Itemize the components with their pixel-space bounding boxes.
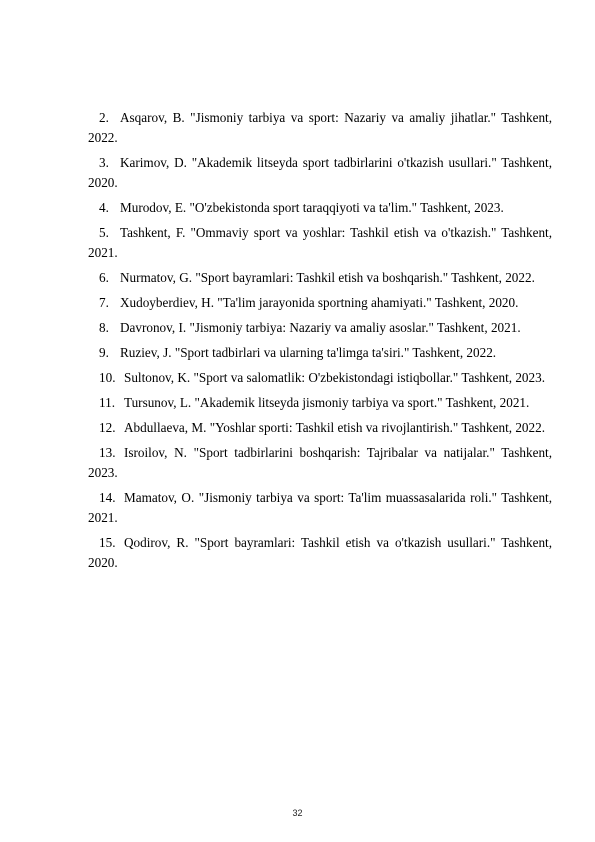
reference-number: 2. — [99, 110, 109, 125]
reference-number: 15. — [99, 535, 116, 550]
reference-number: 10. — [99, 370, 116, 385]
reference-number: 9. — [99, 345, 109, 360]
reference-number: 14. — [99, 490, 116, 505]
reference-item — [88, 108, 552, 148]
reference-item — [88, 343, 552, 363]
reference-item — [88, 198, 552, 218]
reference-text: Qodirov, R. "Sport bayramlari: Tashkil etish va o'tkazish usullari." Tashkent, 2020. — [88, 535, 552, 570]
reference-text: Tashkent, F. "Ommaviy sport va yoshlar: Tashkil etish va o'tkazish." Tashkent, 2021. — [88, 225, 552, 260]
reference-list — [88, 108, 552, 578]
reference-number: 6. — [99, 270, 109, 285]
reference-number: 3. — [99, 155, 109, 170]
reference-text: Murodov, E. "O'zbekistonda sport taraqqiyoti va ta'lim." Tashkent, 2023. — [120, 200, 504, 215]
reference-text: Karimov, D. "Akademik litseyda sport tadbirlarini o'tkazish usullari." Tashkent, 2020. — [88, 155, 552, 190]
reference-item — [88, 418, 552, 438]
reference-item — [88, 318, 552, 338]
reference-item — [88, 368, 552, 388]
reference-number: 13. — [99, 445, 116, 460]
reference-number: 4. — [99, 200, 109, 215]
reference-number: 5. — [99, 225, 109, 240]
reference-number: 11. — [99, 395, 115, 410]
reference-text: Davronov, I. "Jismoniy tarbiya: Nazariy va amaliy asoslar." Tashkent, 2021. — [120, 320, 521, 335]
reference-text: Sultonov, K. "Sport va salomatlik: O'zbekistondagi istiqbollar." Tashkent, 2023. — [124, 370, 545, 385]
reference-text: Ruziev, J. "Sport tadbirlari va ularning ta'limga ta'siri." Tashkent, 2022. — [120, 345, 497, 360]
reference-item — [88, 533, 552, 573]
reference-item — [88, 393, 552, 413]
page-number: 32 — [292, 808, 303, 818]
reference-text: Mamatov, O. "Jismoniy tarbiya va sport: Ta'lim muassasalarida roli." Tashkent, 2021. — [88, 490, 552, 525]
reference-item — [88, 293, 552, 313]
reference-item — [88, 223, 552, 263]
reference-item — [88, 268, 552, 288]
reference-text: Abdullaeva, M. "Yoshlar sporti: Tashkil etish va rivojlantirish." Tashkent, 2022. — [124, 420, 545, 435]
reference-item — [88, 153, 552, 193]
reference-number: 7. — [99, 295, 109, 310]
reference-item — [88, 443, 552, 483]
reference-number: 8. — [99, 320, 109, 335]
reference-text: Tursunov, L. "Akademik litseyda jismoniy tarbiya va sport." Tashkent, 2021. — [124, 395, 530, 410]
reference-text: Isroilov, N. "Sport tadbirlarini boshqarish: Tajribalar va natijalar." Tashkent, 2023. — [88, 445, 552, 480]
reference-text: Nurmatov, G. "Sport bayramlari: Tashkil etish va boshqarish." Tashkent, 2022. — [120, 270, 535, 285]
reference-text: Asqarov, B. "Jismoniy tarbiya va sport: Nazariy va amaliy jihatlar." Tashkent, 2022. — [88, 110, 552, 145]
reference-text: Xudoyberdiev, H. "Ta'lim jarayonida sportning ahamiyati." Tashkent, 2020. — [120, 295, 519, 310]
reference-item — [88, 488, 552, 528]
reference-number: 12. — [99, 420, 116, 435]
